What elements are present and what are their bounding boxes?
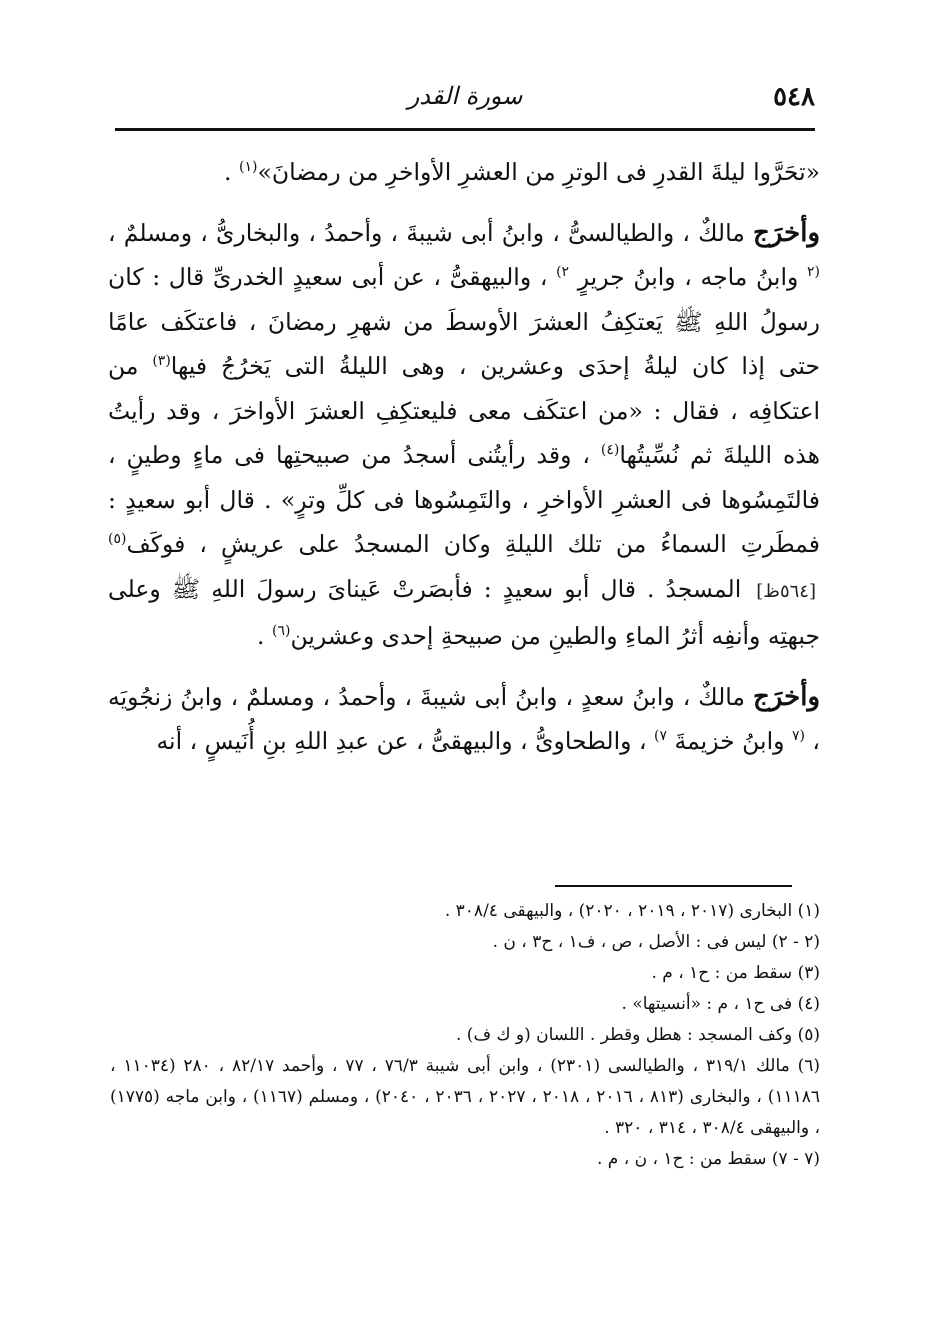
paragraph-text: مالكٌ ، وابنُ سعدٍ ، وابنُ أبى شيبةَ ، وأحمدُ ، ومسلمٌ ، وابنُ زنجُويَه ، <box>108 682 820 755</box>
lead-word: وأخرَج <box>753 681 820 712</box>
footnote-ref: (٥) <box>108 531 127 548</box>
paragraph-text: مالكٌ ، والطيالسىُّ ، وابنُ أبى شيبةَ ، وأحمدُ ، والبخارىُّ ، ومسلمٌ ، <box>108 218 754 247</box>
footnote-ref: (٣) <box>152 353 171 370</box>
footnote-divider <box>555 885 792 887</box>
running-title: سورة القدر <box>407 82 523 110</box>
page-header <box>115 78 815 120</box>
footnote-item: (٦) مالك ٣١٩/١ ، والطيالسى (٢٣٠١) ، وابن أبى شيبة ٧٦/٣ ، ٧٧ ، وأحمد ٨٢/١٧ ، ٢٨٠ (١١٠٣٤ ، ١١١٨٦) ، والبخارى (٨١٣ ، ٢٠١٦ ، ٢٠١٨ ، ٢٠٢٧ ، ٢٠٣٦ ، ٢٠٤٠) ، ومسلم (١١٦٧) ، وابن ماجه (١٧٧٥) ، والبيهقى ٣٠٨/٤ ، ٣١٤ ، ٣٢٠ . <box>110 1056 821 1138</box>
footnote-item: (١) البخارى (٢٠١٧ ، ٢٠١٩ ، ٢٠٢٠) ، والبيهقى ٣٠٨/٤ . <box>444 901 820 921</box>
paragraph-text: . <box>257 622 272 650</box>
paragraph-text: ، والبيهقىُّ ، عن أبى سعيدٍ الخدرىِّ قال : كان رسولُ اللهِ ﷺ يَعتكِفُ العشرَ الأوسطَ من شهرِ رمضانَ ، فاعتكَف عامًا حتى إذا كان ليلةُ إحدَى وعشرين ، وهى الليلةُ التى يَخرُجُ فيها <box>108 263 820 380</box>
paragraph-text: «تحَرَّوا ليلةَ القدرِ فى الوترِ من العشرِ الأواخرِ من رمضانَ» <box>257 158 820 186</box>
footnote-ref: ٧) <box>654 728 667 745</box>
paragraph-hadith-quote <box>108 150 820 195</box>
paragraph-text: . <box>224 158 239 186</box>
footnotes-list <box>110 896 820 1175</box>
paragraph-text: المسجدُ . قال أبو سعيدٍ : فأبصَرتْ عَيناىَ رسولَ اللهِ ﷺ وعلى جبهتِه وأنفِه أثرُ الماءِ والطينِ من صبيحةِ إحدى وعشرين <box>108 574 820 650</box>
paragraph-abu-said <box>108 211 820 659</box>
manuscript-folio-mark: [٥٦٤ظ] <box>756 580 816 602</box>
paragraph-abdullah-bin-unays <box>108 675 820 764</box>
paragraph-text: وابنُ ماجه ، وابنُ جريرٍ <box>569 263 807 291</box>
footnote-item: (٥) وكف المسجد : هطل وقطر . اللسان (و ك ف) . <box>456 1025 820 1045</box>
page-number: ٥٤٨ <box>773 82 815 112</box>
footnote-item: (٤) فى ح١ ، م : «أنسيتها» . <box>621 994 820 1014</box>
main-text <box>108 150 820 764</box>
lead-word: وأخرَج <box>753 217 820 248</box>
paragraph-text: ، وقد رأيتُنى أسجدُ من صبيحتِها فى ماءٍ وطينٍ ، فالتَمِسُوها فى العشرِ الأواخرِ ، والتَمِسُوها فى كلِّ وترٍ» . قال أبو سعيدٍ : فمطَرتِ السماءُ من تلك الليلةِ وكان المسجدُ على عريشٍ ، فوكَف <box>108 441 820 558</box>
paragraph-text: وابنُ خزيمةَ <box>667 727 792 755</box>
footnote-item: (٧ - ٧) سقط من : ح١ ، ن ، م . <box>596 1149 820 1169</box>
footnote-ref: ٢) <box>556 264 570 281</box>
footnote-ref: (٢ <box>806 264 820 281</box>
header-divider <box>115 128 815 131</box>
footnote-ref: (٤) <box>600 442 620 459</box>
paragraph-text: ، والطحاوىُّ ، والبيهقىُّ ، عن عبدِ اللهِ بنِ أُنَيسٍ ، أنه <box>156 727 654 755</box>
footnote-item: (٣) سقط من : ح١ ، م . <box>651 963 820 983</box>
paragraph-text: من اعتكافِه ، فقال : «من اعتكَف معى فليعتكِفِ العشرَ الأواخرَ ، وقد رأيتُ هذه الليلةَ ثم نُسِّيتُها <box>108 352 821 469</box>
footnote-item: (٢ - ٢) ليس فى : الأصل ، ص ، ف١ ، ح٣ ، ن . <box>492 932 820 952</box>
footnote-ref: (٧ <box>791 728 805 745</box>
footnote-ref: (١) <box>239 159 258 176</box>
footnote-ref: (٦) <box>272 623 291 640</box>
